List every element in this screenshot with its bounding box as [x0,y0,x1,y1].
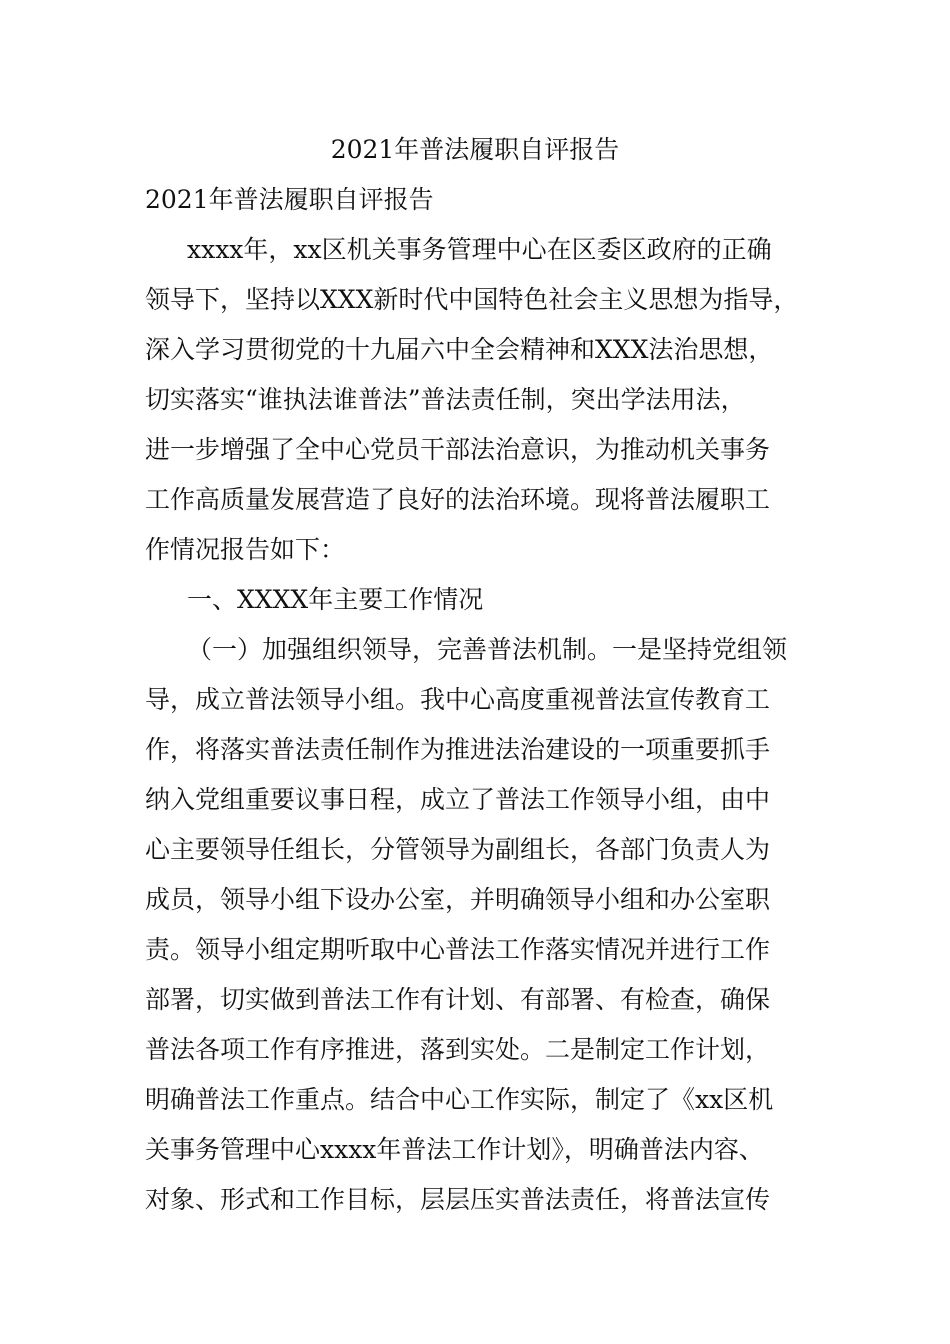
paragraph-line: 部署，切实做到普法工作有计划、有部署、有检查，确保 [145,985,771,1014]
paragraph-line: xxxx年，xx区机关事务管理中心在区委区政府的正确 [187,235,772,264]
paragraph-line: 工作高质量发展营造了良好的法治环境。现将普法履职工 [145,485,771,514]
document-title: 2021年普法履职自评报告 [330,135,620,164]
paragraph-line: 责。领导小组定期听取中心普法工作落实情况并进行工作 [145,935,771,964]
paragraph-line: 作情况报告如下： [145,535,346,564]
paragraph-line: 作，将落实普法责任制作为推进法治建设的一项重要抓手 [145,735,771,764]
paragraph-line: 领导下，坚持以XXX新时代中国特色社会主义思想为指导， [145,285,799,314]
paragraph-line: 心主要领导任组长，分管领导为副组长，各部门负责人为 [145,835,771,864]
paragraph-line: 切实落实“谁执法谁普法”普法责任制，突出学法用法， [145,385,746,414]
paragraph-line: 进一步增强了全中心党员干部法治意识，为推动机关事务 [145,435,771,464]
paragraph-line: 明确普法工作重点。结合中心工作实际，制定了《xx区机 [145,1085,774,1114]
paragraph-line: 导，成立普法领导小组。我中心高度重视普法宣传教育工 [145,685,771,714]
paragraph-line: 普法各项工作有序推进，落到实处。二是制定工作计划， [145,1035,771,1064]
document-subtitle: 2021年普法履职自评报告 [145,185,434,214]
paragraph-line: （一）加强组织领导，完善普法机制。一是坚持党组领 [187,635,788,664]
paragraph-line: 纳入党组重要议事日程，成立了普法工作领导小组，由中 [145,785,771,814]
paragraph-line: 对象、形式和工作目标，层层压实普法责任，将普法宣传 [145,1185,771,1214]
section-heading: 一、XXXX年主要工作情况 [187,585,484,614]
paragraph-line: 深入学习贯彻党的十九届六中全会精神和XXX法治思想， [145,335,774,364]
paragraph-line: 成员，领导小组下设办公室，并明确领导小组和办公室职 [145,885,771,914]
paragraph-line: 关事务管理中心xxxx年普法工作计划》，明确普法内容、 [145,1135,764,1164]
